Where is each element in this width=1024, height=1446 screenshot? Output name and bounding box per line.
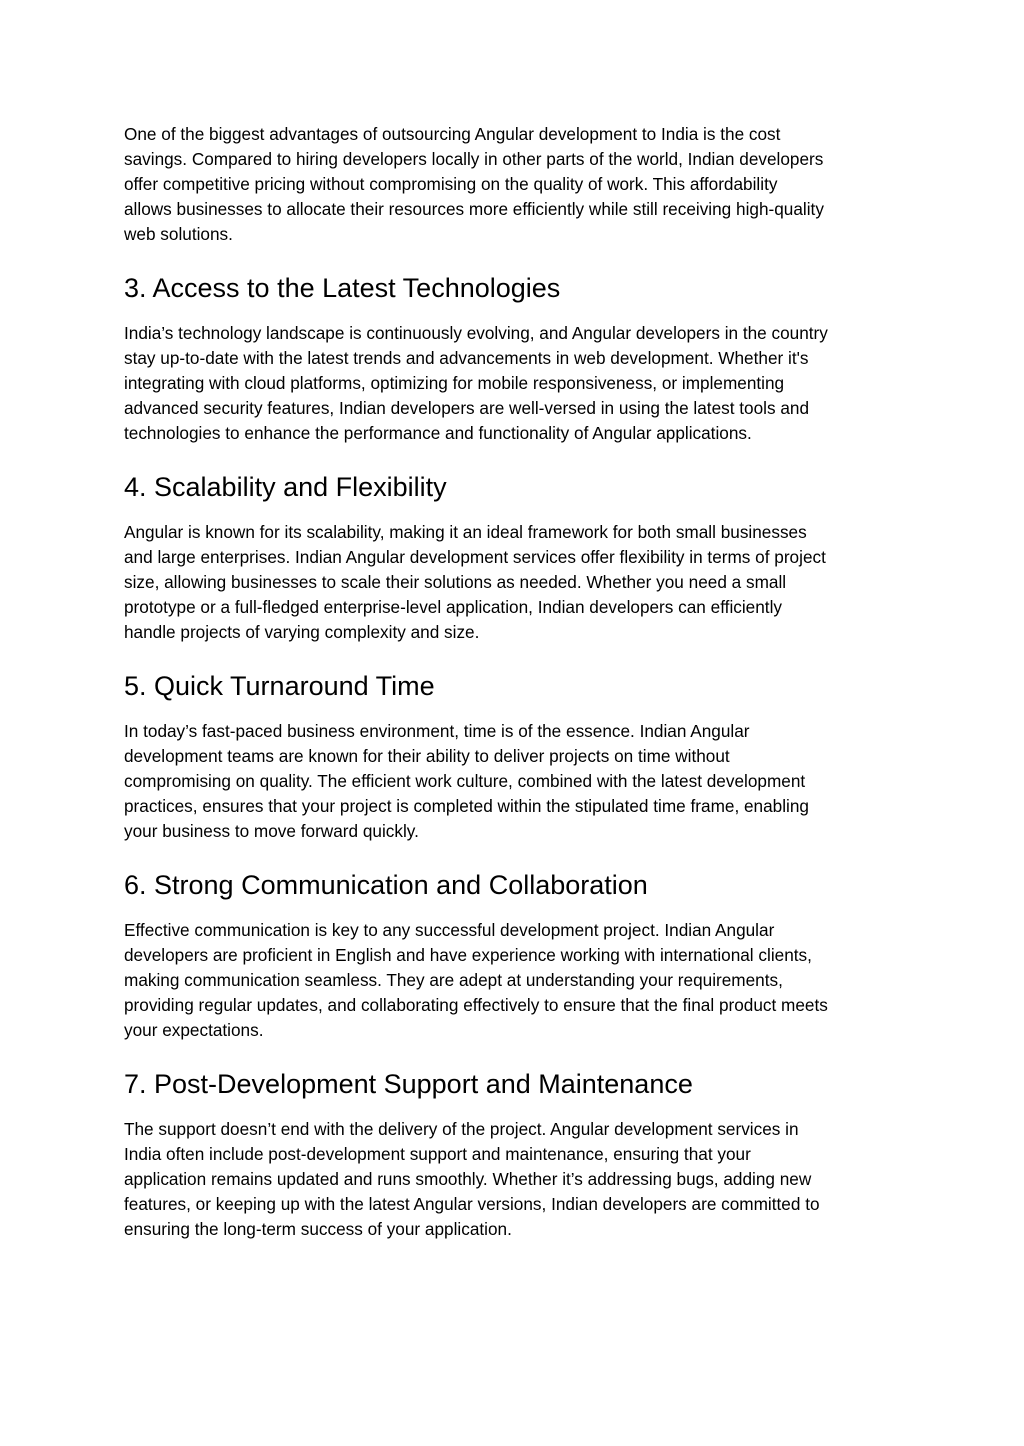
section-paragraph: Angular is known for its scalability, making it an ideal framework for both small businesses and large enterprises. Indian Angular development services offer flexibility in terms of project size, allowing businesses to scale their solutions as needed. Whether you need a small prototype or a full-fledged enterprise-level application, Indian developers can efficiently handle projects of varying complexity and size. xyxy=(124,522,826,642)
intro-block xyxy=(124,122,900,247)
section-paragraph: In today’s fast-paced business environment, time is of the essence. Indian Angular development teams are known for their ability to deliver projects on time without compromising on quality. The efficient work culture, combined with the latest development practices, ensures that your project is completed within the stipulated time frame, enabling your business to move forward quickly. xyxy=(124,721,809,841)
section-paragraph: The support doesn’t end with the delivery of the project. Angular development services in India often include post-development support and maintenance, ensuring that your application remains updated and runs smoothly. Whether it’s addressing bugs, adding new features, or keeping up with the latest Angular versions, Indian developers are committed to ensuring the long-term success of your application. xyxy=(124,1119,820,1239)
section-heading: 6. Strong Communication and Collaboration xyxy=(124,870,648,900)
section-heading: 5. Quick Turnaround Time xyxy=(124,671,435,701)
section-heading: 7. Post-Development Support and Maintenance xyxy=(124,1069,693,1099)
section-paragraph: Effective communication is key to any successful development project. Indian Angular developers are proficient in English and have experience working with international clients, making communication seamless. They are adept at understanding your requirements, providing regular updates, and collaborating effectively to ensure that the final product meets your expectations. xyxy=(124,920,828,1040)
section-turnaround xyxy=(124,645,900,844)
section-communication xyxy=(124,844,900,1043)
intro-paragraph: One of the biggest advantages of outsourcing Angular development to India is the cost savings. Compared to hiring developers locally in other parts of the world, Indian developers offer competitive pricing without compromising on the quality of work. This affordability allows businesses to allocate their resources more efficiently while still receiving high-quality web solutions. xyxy=(124,124,824,244)
section-support xyxy=(124,1043,900,1242)
section-scalability xyxy=(124,446,900,645)
section-heading: 4. Scalability and Flexibility xyxy=(124,472,447,502)
section-access-technologies xyxy=(124,247,900,446)
section-heading: 3. Access to the Latest Technologies xyxy=(124,273,561,303)
section-paragraph: India’s technology landscape is continuously evolving, and Angular developers in the country stay up-to-date with the latest trends and advancements in web development. Whether it's integrating with cloud platforms, optimizing for mobile responsiveness, or implementing advanced security features, Indian developers are well-versed in using the latest tools and technologies to enhance the performance and functionality of Angular applications. xyxy=(124,323,828,443)
